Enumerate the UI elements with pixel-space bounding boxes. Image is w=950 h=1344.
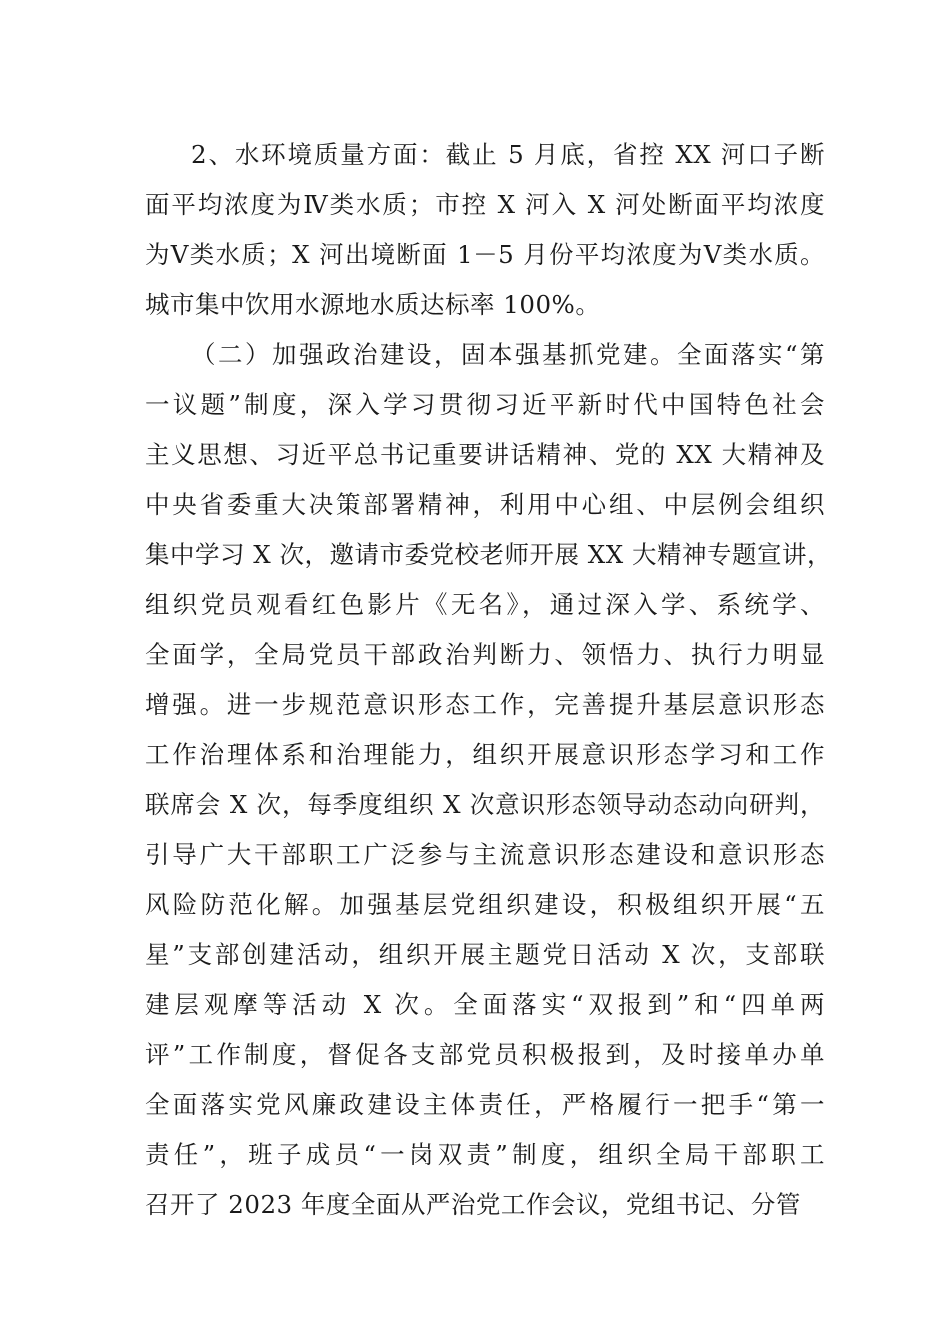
text-line: 城市集中饮用水源地水质达标率 100%。 [145,290,601,319]
paragraph-water-quality [145,130,825,330]
text-line: 引导广大干部职工广泛参与主流意识形态建设和意识形态 [145,840,825,869]
text-line: 2、水环境质量方面：截止 5 月底，省控 XX 河口子断 [191,140,825,169]
text-line: 中央省委重大决策部署精神，利用中心组、中层例会组织 [145,490,825,519]
text-line: 全面学，全局党员干部政治判断力、领悟力、执行力明显 [145,640,825,669]
paragraph-political-building [145,330,832,1230]
text-line: 风险防范化解。加强基层党组织建设，积极组织开展“五 [145,890,825,919]
text-line: 全面落实党风廉政建设主体责任，严格履行一把手“第一 [145,1090,825,1119]
text-line: 组织党员观看红色影片《无名》，通过深入学、系统学、 [145,590,825,619]
text-line: 主义思想、习近平总书记重要讲话精神、党的 XX 大精神及 [145,440,825,469]
text-line: 星”支部创建活动，组织开展主题党日活动 X 次，支部联 [145,940,825,969]
text-line: 增强。进一步规范意识形态工作，完善提升基层意识形态 [145,690,825,719]
text-line: 评”工作制度，督促各支部党员积极报到，及时接单办单 [145,1040,825,1069]
text-line: 召开了 2023 年度全面从严治党工作会议，党组书记、分管 [145,1190,801,1219]
text-line: 集中学习 X 次，邀请市委党校老师开展 XX 大精神专题宣讲， [145,540,832,569]
text-line: （二）加强政治建设，固本强基抓党建。全面落实“第 [191,340,825,369]
text-line: 责任”，班子成员“一岗双责”制度，组织全局干部职工 [145,1140,825,1169]
text-line: 面平均浓度为Ⅳ类水质；市控 X 河入 X 河处断面平均浓度 [145,190,825,219]
text-line: 为Ⅴ类水质；X 河出境断面 1－5 月份平均浓度为Ⅴ类水质。 [145,240,825,269]
text-line: 联席会 X 次，每季度组织 X 次意识形态领导动态动向研判， [145,790,825,819]
document-body [145,130,832,1230]
text-line: 一议题”制度，深入学习贯彻习近平新时代中国特色社会 [145,390,825,419]
text-line: 工作治理体系和治理能力，组织开展意识形态学习和工作 [145,740,825,769]
text-line: 建层观摩等活动 X 次。全面落实“双报到”和“四单两 [145,990,825,1019]
